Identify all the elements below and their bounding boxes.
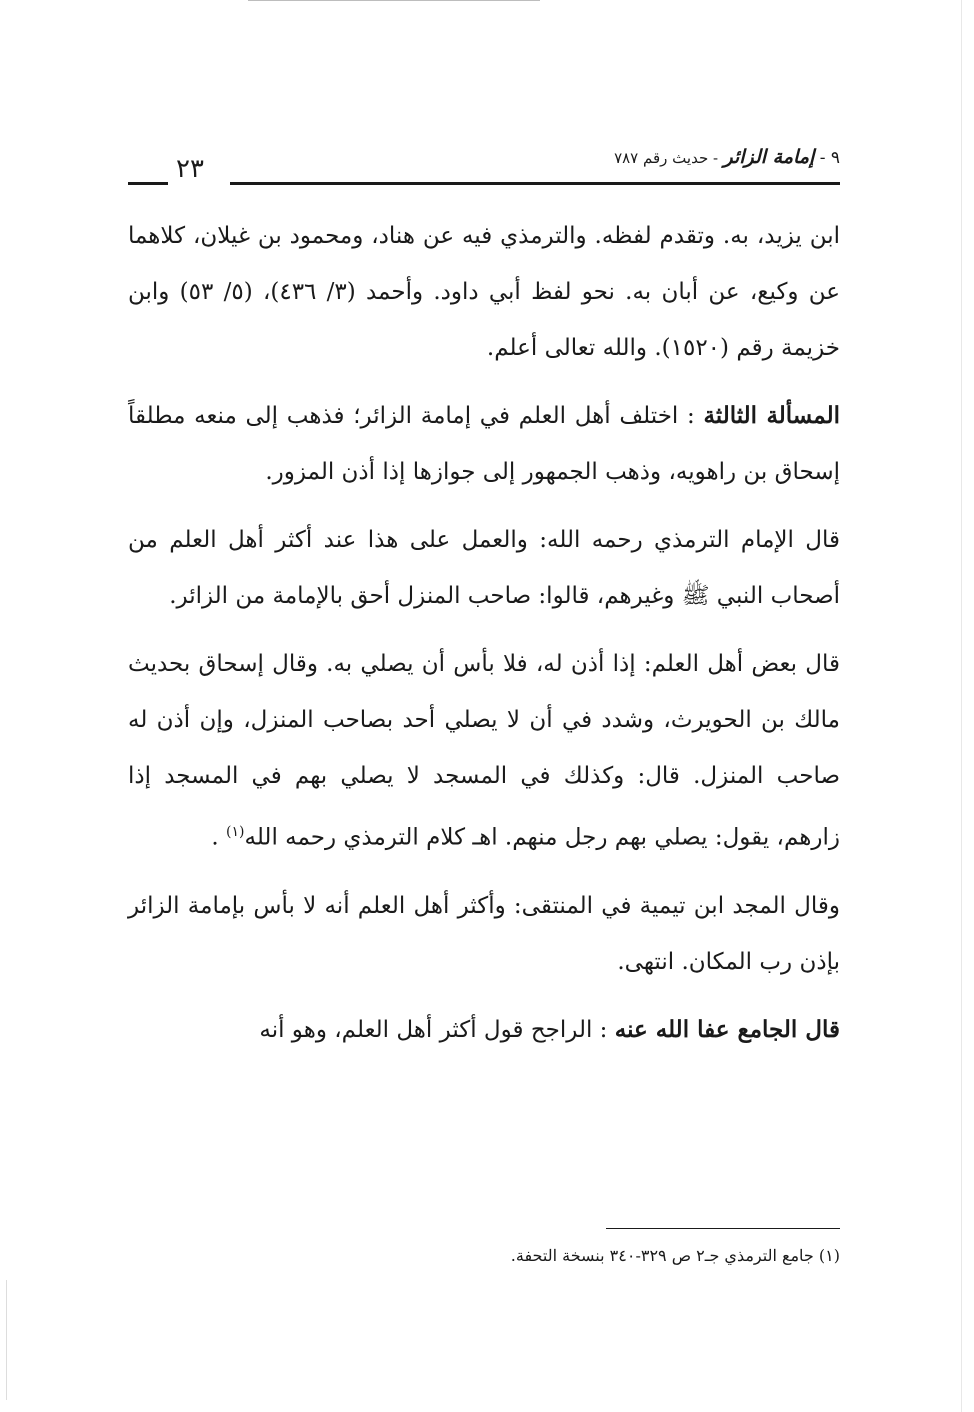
paragraph-1-text: ابن يزيد، به. وتقدم لفظه. والترمذي فيه عن هناد، ومحمود بن غيلان، كلاهما عن وكيع، عن أبان به. نحو لفظ أبي داود. وأحمد (٣/ ٤٣٦)، (٥/ ٥٣) وابن خزيمة رقم (١٥٢٠). والله تعالى أعلم. <box>128 223 841 361</box>
chapter-number: ٩ <box>830 148 840 168</box>
paragraph-6-heading: قال الجامع عفا الله عنه <box>614 1015 840 1043</box>
paragraph-4-text: قال بعض أهل العلم: إذا أذن له، فلا بأس أن يصلي به. وقال إسحاق بحديث مالك بن الحويرث، وشدد في أن لا يصلي أحد بصاحب المنزل، وإن أذن له صاحب المنزل. قال: وكذلك في المسجد لا يصلي بهم في المسجد إذا زارهم، يقول: يصلي بهم رجل منهم. اهـ كلام الترمذي رحمه الله <box>128 651 840 851</box>
paragraph-6-text: : الراجح قول أكثر أهل العلم، وهو أنه <box>259 1016 608 1043</box>
scan-top-line <box>248 0 540 1</box>
footnote: (١) جامع الترمذي جـ٢ ص ٣٢٩-٣٤٠ بنسخة التحفة. <box>510 1246 840 1265</box>
paragraph-3-text: قال الإمام الترمذي رحمه الله: والعمل على هذا عند أكثر أهل العلم من أصحاب النبي ﷺ وغيرهم، قالوا: صاحب المنزل أحق بالإمامة من الزائر. <box>128 527 840 609</box>
title-separator: - <box>819 148 826 168</box>
paragraph-4-tail: . <box>211 824 219 851</box>
paragraph-2 <box>128 388 840 500</box>
paragraph-3 <box>128 512 840 624</box>
page-number: ٢٣ <box>176 154 204 184</box>
chapter-title: إمامة الزائر <box>723 146 815 168</box>
hadith-reference: - حديث رقم ٧٨٧ <box>614 149 719 167</box>
paragraph-1 <box>128 208 840 376</box>
paragraph-6 <box>128 1002 840 1058</box>
header-rule <box>230 182 840 185</box>
running-title <box>614 146 840 168</box>
scan-right-edge <box>961 0 962 1412</box>
paragraph-2-text: : اختلف أهل العلم في إمامة الزائر؛ فذهب إلى منعه مطلقاً إسحاق بن راهويه، وذهب الجمهور إلى جوازها إذا أذن المزور. <box>128 403 840 485</box>
paragraph-5-text: وقال المجد ابن تيمية في المنتقى: وأكثر أهل العلم أنه لا بأس بإمامة الزائر بإذن رب المكان. انتهى. <box>128 892 840 975</box>
running-header <box>128 140 840 196</box>
paragraph-5 <box>128 878 840 990</box>
paragraph-4 <box>128 636 840 866</box>
paragraph-2-heading: المسألة الثالثة <box>703 402 840 429</box>
footnote-rule <box>606 1228 840 1229</box>
scan-left-edge <box>6 1280 7 1400</box>
page-number-dash <box>128 182 168 185</box>
body-text <box>128 208 840 1070</box>
footnote-marker: (١) <box>226 824 245 840</box>
